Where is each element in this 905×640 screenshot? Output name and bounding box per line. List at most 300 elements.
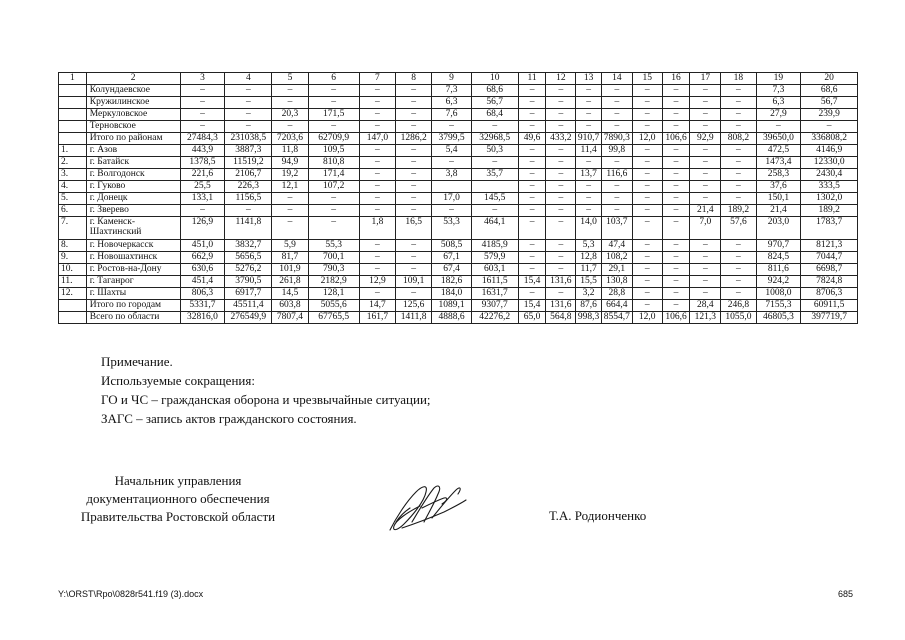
value-cell: – — [546, 85, 576, 97]
value-cell: 203,0 — [756, 217, 801, 240]
value-cell: – — [359, 109, 395, 121]
value-cell: 7,3 — [756, 85, 801, 97]
value-cell: – — [396, 205, 432, 217]
value-cell: 68,6 — [801, 85, 858, 97]
territory-name-cell: Всего по области — [86, 312, 180, 324]
row-number-cell — [59, 133, 87, 145]
header-cell: 11 — [518, 73, 546, 85]
value-cell: 35,7 — [471, 169, 518, 181]
value-cell: 42276,2 — [471, 312, 518, 324]
value-cell: – — [518, 181, 546, 193]
row-number-cell — [59, 312, 87, 324]
value-cell: – — [632, 240, 662, 252]
footer-file-path: Y:\ORST\Rpo\0828r541.f19 (3).docx — [58, 589, 204, 599]
value-cell: 81,7 — [272, 252, 308, 264]
value-cell: 3799,5 — [432, 133, 471, 145]
value-cell: – — [632, 252, 662, 264]
note-line: ГО и ЧС – гражданская оборона и чрезвычайные ситуации; — [101, 392, 431, 407]
value-cell: – — [662, 145, 690, 157]
value-cell: – — [225, 109, 272, 121]
value-cell: – — [632, 145, 662, 157]
value-cell: 276549,9 — [225, 312, 272, 324]
value-cell: 11,4 — [576, 145, 602, 157]
value-cell: 67765,5 — [308, 312, 359, 324]
table-row — [59, 300, 858, 312]
value-cell: – — [359, 288, 395, 300]
value-cell: – — [396, 157, 432, 169]
value-cell: 1611,5 — [471, 276, 518, 288]
value-cell: – — [471, 121, 518, 133]
row-number-cell — [59, 121, 87, 133]
value-cell: 68,6 — [471, 85, 518, 97]
territory-name-cell: г. Таганрог — [86, 276, 180, 288]
value-cell: 29,1 — [601, 264, 632, 276]
value-cell: 161,7 — [359, 312, 395, 324]
value-cell: – — [359, 193, 395, 205]
value-cell: – — [632, 97, 662, 109]
value-cell: – — [272, 97, 308, 109]
value-cell: 145,5 — [471, 193, 518, 205]
value-cell: 150,1 — [756, 193, 801, 205]
value-cell: 109,1 — [396, 276, 432, 288]
value-cell: 7155,3 — [756, 300, 801, 312]
row-number-cell: 11. — [59, 276, 87, 288]
value-cell: – — [432, 205, 471, 217]
value-cell: – — [662, 276, 690, 288]
value-cell: – — [518, 85, 546, 97]
value-cell: 126,9 — [180, 217, 225, 240]
value-cell: 60911,5 — [801, 300, 858, 312]
row-number-cell: 12. — [59, 288, 87, 300]
value-cell: – — [632, 264, 662, 276]
value-cell: – — [690, 157, 721, 169]
value-cell: 1473,4 — [756, 157, 801, 169]
handwritten-signature — [382, 478, 468, 538]
value-cell: – — [272, 205, 308, 217]
value-cell: – — [721, 169, 756, 181]
value-cell: 1631,7 — [471, 288, 518, 300]
value-cell: 7,6 — [432, 109, 471, 121]
value-cell: 92,9 — [690, 133, 721, 145]
value-cell: 226,3 — [225, 181, 272, 193]
row-number-cell — [59, 109, 87, 121]
value-cell: – — [576, 205, 602, 217]
value-cell: – — [546, 264, 576, 276]
value-cell: – — [546, 145, 576, 157]
value-cell: 603,1 — [471, 264, 518, 276]
value-cell: – — [308, 97, 359, 109]
territory-name-cell: г. Шахты — [86, 288, 180, 300]
value-cell: – — [308, 193, 359, 205]
value-cell: 433,2 — [546, 133, 576, 145]
value-cell: – — [721, 157, 756, 169]
value-cell: 7,3 — [432, 85, 471, 97]
value-cell: 1783,7 — [801, 217, 858, 240]
value-cell: – — [225, 121, 272, 133]
value-cell: 49,6 — [518, 133, 546, 145]
value-cell: – — [518, 157, 546, 169]
row-number-cell: 4. — [59, 181, 87, 193]
row-number-cell — [59, 300, 87, 312]
value-cell: – — [272, 85, 308, 97]
value-cell: – — [721, 264, 756, 276]
value-cell: 99,8 — [601, 145, 632, 157]
value-cell: 2182,9 — [308, 276, 359, 288]
territory-name-cell: Кружилинское — [86, 97, 180, 109]
value-cell: – — [576, 109, 602, 121]
value-cell: – — [396, 264, 432, 276]
value-cell: 67,1 — [432, 252, 471, 264]
value-cell: – — [546, 121, 576, 133]
header-cell: 8 — [396, 73, 432, 85]
value-cell: 11,8 — [272, 145, 308, 157]
value-cell: 103,7 — [601, 217, 632, 240]
value-cell: 8121,3 — [801, 240, 858, 252]
value-cell: 14,0 — [576, 217, 602, 240]
value-cell: 3,2 — [576, 288, 602, 300]
value-cell: 171,5 — [308, 109, 359, 121]
header-cell: 5 — [272, 73, 308, 85]
value-cell: 28,8 — [601, 288, 632, 300]
value-cell: 109,5 — [308, 145, 359, 157]
value-cell: – — [359, 240, 395, 252]
value-cell: – — [721, 193, 756, 205]
table-row — [59, 85, 858, 97]
value-cell: 808,2 — [721, 133, 756, 145]
value-cell: – — [662, 300, 690, 312]
value-cell: – — [662, 217, 690, 240]
value-cell: 116,6 — [601, 169, 632, 181]
value-cell: 5,4 — [432, 145, 471, 157]
value-cell: 101,9 — [272, 264, 308, 276]
value-cell: – — [272, 121, 308, 133]
value-cell: – — [576, 157, 602, 169]
value-cell: – — [721, 97, 756, 109]
value-cell: 1302,0 — [801, 193, 858, 205]
value-cell: – — [690, 240, 721, 252]
value-cell: 564,8 — [546, 312, 576, 324]
value-cell: 171,4 — [308, 169, 359, 181]
value-cell: – — [632, 85, 662, 97]
value-cell: 336808,2 — [801, 133, 858, 145]
value-cell: 6,3 — [756, 97, 801, 109]
table-row — [59, 109, 858, 121]
value-cell: – — [632, 157, 662, 169]
value-cell: 3,8 — [432, 169, 471, 181]
value-cell: – — [546, 109, 576, 121]
value-cell: – — [518, 217, 546, 240]
value-cell: 662,9 — [180, 252, 225, 264]
value-cell: 7,0 — [690, 217, 721, 240]
value-cell: – — [396, 193, 432, 205]
value-cell: – — [396, 240, 432, 252]
value-cell: 32816,0 — [180, 312, 225, 324]
value-cell: – — [518, 109, 546, 121]
value-cell: 824,5 — [756, 252, 801, 264]
value-cell: 790,3 — [308, 264, 359, 276]
row-number-cell: 10. — [59, 264, 87, 276]
value-cell: 14,5 — [272, 288, 308, 300]
value-cell: – — [432, 121, 471, 133]
value-cell: – — [690, 193, 721, 205]
value-cell: 28,4 — [690, 300, 721, 312]
header-cell: 15 — [632, 73, 662, 85]
value-cell: 21,4 — [690, 205, 721, 217]
header-cell: 6 — [308, 73, 359, 85]
value-cell: – — [576, 193, 602, 205]
value-cell: 27,9 — [756, 109, 801, 121]
value-cell: 53,3 — [432, 217, 471, 240]
row-number-cell: 9. — [59, 252, 87, 264]
territory-name-cell: г. Донецк — [86, 193, 180, 205]
value-cell: – — [662, 85, 690, 97]
territory-name-cell: Меркуловское — [86, 109, 180, 121]
position-line: Правительства Ростовской области — [80, 509, 276, 524]
value-cell: – — [396, 97, 432, 109]
note-block — [101, 352, 431, 428]
value-cell: – — [396, 288, 432, 300]
value-cell: 239,9 — [801, 109, 858, 121]
value-cell: 3887,3 — [225, 145, 272, 157]
value-cell: 7044,7 — [801, 252, 858, 264]
value-cell: 106,6 — [662, 133, 690, 145]
value-cell: 106,6 — [662, 312, 690, 324]
value-cell: – — [721, 276, 756, 288]
value-cell: 246,8 — [721, 300, 756, 312]
value-cell — [471, 181, 518, 193]
header-cell: 2 — [86, 73, 180, 85]
value-cell: – — [662, 109, 690, 121]
value-cell: 14,7 — [359, 300, 395, 312]
row-number-cell — [59, 85, 87, 97]
value-cell: 189,2 — [721, 205, 756, 217]
value-cell: – — [308, 85, 359, 97]
value-cell: – — [359, 169, 395, 181]
value-cell: – — [546, 288, 576, 300]
value-cell: 924,2 — [756, 276, 801, 288]
value-cell: – — [518, 97, 546, 109]
value-cell: – — [601, 85, 632, 97]
territory-name-cell: г. Волгодонск — [86, 169, 180, 181]
value-cell: – — [601, 157, 632, 169]
value-cell: 910,7 — [576, 133, 602, 145]
table-row — [59, 240, 858, 252]
value-cell: – — [662, 252, 690, 264]
value-cell: 11,7 — [576, 264, 602, 276]
value-cell: 8554,7 — [601, 312, 632, 324]
value-cell: – — [359, 145, 395, 157]
value-cell: – — [308, 121, 359, 133]
value-cell: 27484,3 — [180, 133, 225, 145]
value-cell: 5276,2 — [225, 264, 272, 276]
value-cell: 67,4 — [432, 264, 471, 276]
table-row — [59, 312, 858, 324]
value-cell: 21,4 — [756, 205, 801, 217]
territory-name-cell: г. Батайск — [86, 157, 180, 169]
value-cell: – — [518, 169, 546, 181]
value-cell: – — [396, 252, 432, 264]
value-cell: – — [225, 85, 272, 97]
value-cell: 16,5 — [396, 217, 432, 240]
value-cell: – — [546, 205, 576, 217]
value-cell: – — [662, 288, 690, 300]
value-cell: 810,8 — [308, 157, 359, 169]
value-cell: – — [308, 217, 359, 240]
value-cell: 5656,5 — [225, 252, 272, 264]
value-cell: 1089,1 — [432, 300, 471, 312]
value-cell: 131,6 — [546, 276, 576, 288]
note-title: Примечание. — [101, 354, 173, 369]
value-cell: – — [690, 109, 721, 121]
value-cell: 333,5 — [801, 181, 858, 193]
value-cell: – — [690, 288, 721, 300]
value-cell: 664,4 — [601, 300, 632, 312]
header-cell: 1 — [59, 73, 87, 85]
value-cell: – — [632, 300, 662, 312]
value-cell: 603,8 — [272, 300, 308, 312]
value-cell: 2106,7 — [225, 169, 272, 181]
value-cell: – — [576, 121, 602, 133]
value-cell: 7890,3 — [601, 133, 632, 145]
value-cell: – — [721, 121, 756, 133]
value-cell: – — [632, 109, 662, 121]
value-cell: – — [180, 97, 225, 109]
value-cell: 1411,8 — [396, 312, 432, 324]
value-cell: – — [690, 85, 721, 97]
value-cell: 45511,4 — [225, 300, 272, 312]
value-cell: – — [632, 169, 662, 181]
value-cell: – — [601, 121, 632, 133]
value-cell: – — [432, 157, 471, 169]
row-number-cell: 8. — [59, 240, 87, 252]
value-cell: 3832,7 — [225, 240, 272, 252]
value-cell: – — [518, 252, 546, 264]
header-cell: 10 — [471, 73, 518, 85]
value-cell: 579,9 — [471, 252, 518, 264]
table-row — [59, 133, 858, 145]
value-cell: 221,6 — [180, 169, 225, 181]
value-cell: 472,5 — [756, 145, 801, 157]
value-cell: – — [690, 121, 721, 133]
value-cell: 65,0 — [518, 312, 546, 324]
table-row — [59, 288, 858, 300]
value-cell: 12,9 — [359, 276, 395, 288]
value-cell: 32968,5 — [471, 133, 518, 145]
value-cell: – — [518, 121, 546, 133]
position-line: документационного обеспечения — [86, 491, 270, 506]
position-line: Начальник управления — [114, 473, 242, 488]
table-row — [59, 205, 858, 217]
value-cell: – — [359, 205, 395, 217]
value-cell: 62709,9 — [308, 133, 359, 145]
value-cell: – — [601, 109, 632, 121]
header-cell: 20 — [801, 73, 858, 85]
header-cell: 16 — [662, 73, 690, 85]
header-cell: 14 — [601, 73, 632, 85]
value-cell: – — [396, 181, 432, 193]
table-row — [59, 276, 858, 288]
territory-name-cell: г. Зверево — [86, 205, 180, 217]
header-cell: 3 — [180, 73, 225, 85]
header-cell: 18 — [721, 73, 756, 85]
header-cell: 9 — [432, 73, 471, 85]
value-cell: 19,2 — [272, 169, 308, 181]
value-cell: – — [721, 288, 756, 300]
table-row — [59, 217, 858, 240]
table-row — [59, 145, 858, 157]
value-cell: 39650,0 — [756, 133, 801, 145]
value-cell: 6,3 — [432, 97, 471, 109]
value-cell: – — [180, 121, 225, 133]
value-cell: – — [546, 217, 576, 240]
header-cell: 7 — [359, 73, 395, 85]
value-cell: 7807,4 — [272, 312, 308, 324]
value-cell: – — [801, 121, 858, 133]
value-cell: – — [396, 121, 432, 133]
value-cell: – — [662, 121, 690, 133]
value-cell: 7824,8 — [801, 276, 858, 288]
value-cell: – — [690, 252, 721, 264]
table-row — [59, 169, 858, 181]
value-cell: – — [359, 252, 395, 264]
value-cell: 57,6 — [721, 217, 756, 240]
value-cell: 443,9 — [180, 145, 225, 157]
note-line: Используемые сокращения: — [101, 373, 255, 388]
value-cell: – — [721, 181, 756, 193]
value-cell: 5331,7 — [180, 300, 225, 312]
value-cell: – — [721, 85, 756, 97]
table-row — [59, 97, 858, 109]
data-table — [58, 72, 858, 324]
value-cell: 55,3 — [308, 240, 359, 252]
value-cell: 189,2 — [801, 205, 858, 217]
value-cell: – — [471, 157, 518, 169]
value-cell: 451,4 — [180, 276, 225, 288]
value-cell: – — [518, 264, 546, 276]
value-cell: – — [721, 240, 756, 252]
value-cell: 231038,5 — [225, 133, 272, 145]
value-cell: 451,0 — [180, 240, 225, 252]
table-row — [59, 193, 858, 205]
territory-name-cell: Терновское — [86, 121, 180, 133]
value-cell: 125,6 — [396, 300, 432, 312]
value-cell: 20,3 — [272, 109, 308, 121]
value-cell: 811,6 — [756, 264, 801, 276]
territory-name-cell: Итого по районам — [86, 133, 180, 145]
value-cell: – — [601, 193, 632, 205]
territory-name-cell: г. Новочеркасск — [86, 240, 180, 252]
value-cell: – — [632, 193, 662, 205]
footer-page-number: 685 — [838, 589, 854, 599]
value-cell: 133,1 — [180, 193, 225, 205]
value-cell: 56,7 — [471, 97, 518, 109]
table-row — [59, 181, 858, 193]
value-cell: – — [546, 240, 576, 252]
value-cell: 1378,5 — [180, 157, 225, 169]
territory-name-cell: г. Азов — [86, 145, 180, 157]
header-cell: 4 — [225, 73, 272, 85]
value-cell: – — [396, 109, 432, 121]
value-cell: – — [546, 193, 576, 205]
header-cell: 17 — [690, 73, 721, 85]
value-cell: 6698,7 — [801, 264, 858, 276]
value-cell: – — [546, 97, 576, 109]
value-cell: – — [690, 97, 721, 109]
value-cell: – — [690, 276, 721, 288]
value-cell: – — [180, 109, 225, 121]
value-cell: – — [180, 85, 225, 97]
value-cell: – — [518, 193, 546, 205]
